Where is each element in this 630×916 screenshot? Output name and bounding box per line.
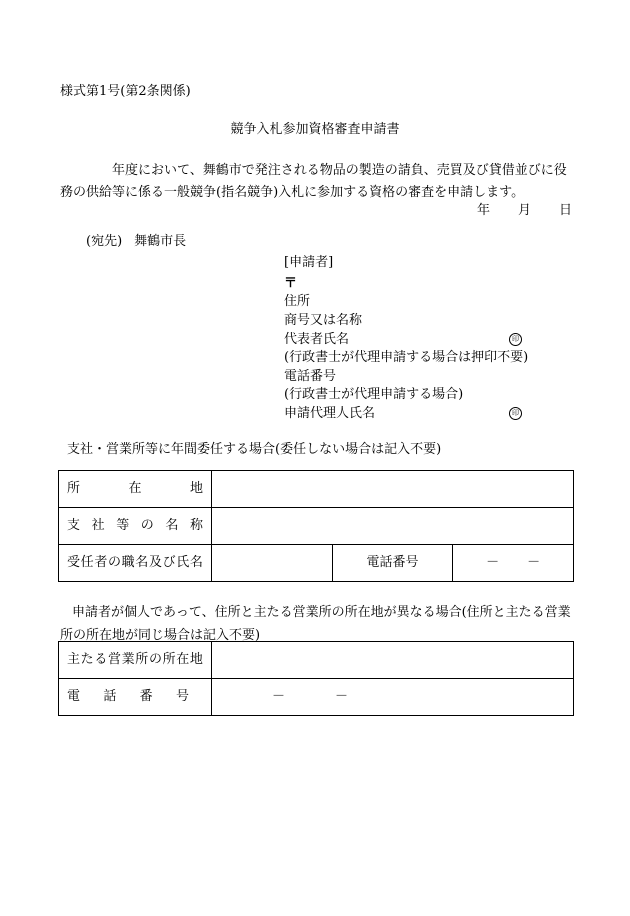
form-number: 様式第1号(第2条関係) (60, 84, 191, 99)
label-char: 主 (67, 651, 81, 667)
label-char: 所 (162, 651, 176, 667)
table-row (59, 545, 574, 582)
table-row (59, 679, 574, 716)
postal-mark: 〒 (284, 276, 298, 291)
delegate-input[interactable] (212, 545, 333, 582)
date-line (477, 202, 572, 220)
seal-mark-agent: 印 (509, 407, 522, 420)
branch-name-input[interactable] (212, 508, 574, 545)
label-char: の (148, 651, 162, 667)
label-char: 号 (175, 688, 189, 704)
label-char: 電 (67, 688, 81, 704)
label-char: 社 (91, 517, 105, 533)
branch-phone-input[interactable] (453, 545, 574, 582)
label-char: る (94, 651, 108, 667)
addressee (86, 233, 186, 251)
label-char: 称 (189, 517, 203, 533)
phone-dash: － (527, 554, 541, 570)
phone-dash: － (335, 688, 349, 704)
table-row (59, 508, 574, 545)
date-year: 年 (476, 203, 490, 218)
phone-label: 電話番号 (284, 369, 337, 384)
location-input[interactable] (212, 471, 574, 508)
label-char: 支 (67, 517, 81, 533)
label-char: 話 (103, 688, 117, 704)
date-month: 月 (517, 203, 531, 218)
document-title: 競争入札参加資格審査申請書 (230, 122, 400, 137)
office-location-input[interactable] (212, 642, 574, 679)
scrivener-note: (行政書士が代理申請する場合は押印不要) (284, 350, 529, 365)
label-char: の (107, 554, 121, 570)
office-phone-label-cell (59, 679, 212, 716)
label-char: 地 (189, 480, 203, 496)
representative-label: 代表者氏名 (284, 332, 350, 347)
label-char: の (140, 517, 154, 533)
branch-table (58, 470, 574, 582)
table-row (59, 642, 574, 679)
label-char: 任 (80, 554, 94, 570)
office-phone-label (59, 688, 211, 706)
location-label-cell (59, 471, 212, 508)
label-char: 所 (67, 480, 81, 496)
office-phone-input[interactable] (212, 679, 574, 716)
label-char: 職 (121, 554, 135, 570)
label-char: 地 (189, 651, 203, 667)
principal-office-note: 申請者が個人であって、住所と主たる営業所の所在地が異なる場合(住所と主たる営業所の所在地が同じ場合は記入不要) (60, 605, 571, 643)
label-char: 営 (107, 651, 121, 667)
branch-phone-label: 電話番号 (332, 545, 453, 582)
agent-name-label: 申請代理人氏名 (284, 406, 376, 421)
applicant-header: [申請者] (284, 255, 334, 270)
trade-name-label: 商号又は名称 (284, 313, 363, 328)
principal-office-table (58, 641, 574, 716)
delegate-label-cell (59, 545, 212, 582)
addressee-name: 舞鶴市長 (134, 234, 187, 249)
office-label-cell (59, 642, 212, 679)
label-char: 受 (67, 554, 81, 570)
branch-name-label-cell (59, 508, 212, 545)
label-char: 者 (94, 554, 108, 570)
label-char: 番 (139, 688, 153, 704)
label-char: 氏 (176, 554, 190, 570)
phone-dash: － (272, 688, 286, 704)
label-char: 所 (135, 651, 149, 667)
application-statement: 年度において、舞鶴市で発注される物品の製造の請負、売買及び貸借並びに役務の供給等に係る一般競争(指名競争)入札に参加する資格の審査を申請します。 (60, 163, 567, 200)
label-char: 及 (148, 554, 162, 570)
location-label (59, 480, 211, 498)
label-char: 業 (121, 651, 135, 667)
addressee-prefix: (宛先) (86, 234, 123, 249)
label-char: 名 (189, 554, 203, 570)
label-char: 名 (135, 554, 149, 570)
branch-name-label (59, 517, 211, 535)
label-char: 在 (176, 651, 190, 667)
table-row (59, 471, 574, 508)
branch-delegation-note: 支社・営業所等に年間委任する場合(委任しない場合は記入不要) (67, 442, 442, 457)
phone-dash: － (486, 554, 500, 570)
date-day: 日 (558, 203, 572, 218)
label-char: 在 (128, 480, 142, 496)
label-char: 等 (116, 517, 130, 533)
office-label (59, 651, 211, 669)
address-label: 住所 (284, 294, 311, 309)
label-char: た (80, 651, 94, 667)
delegate-label (59, 554, 211, 572)
label-char: び (162, 554, 176, 570)
scrivener-case-label: (行政書士が代理申請する場合) (284, 387, 464, 402)
label-char: 名 (165, 517, 179, 533)
seal-mark-representative: 印 (509, 333, 522, 346)
